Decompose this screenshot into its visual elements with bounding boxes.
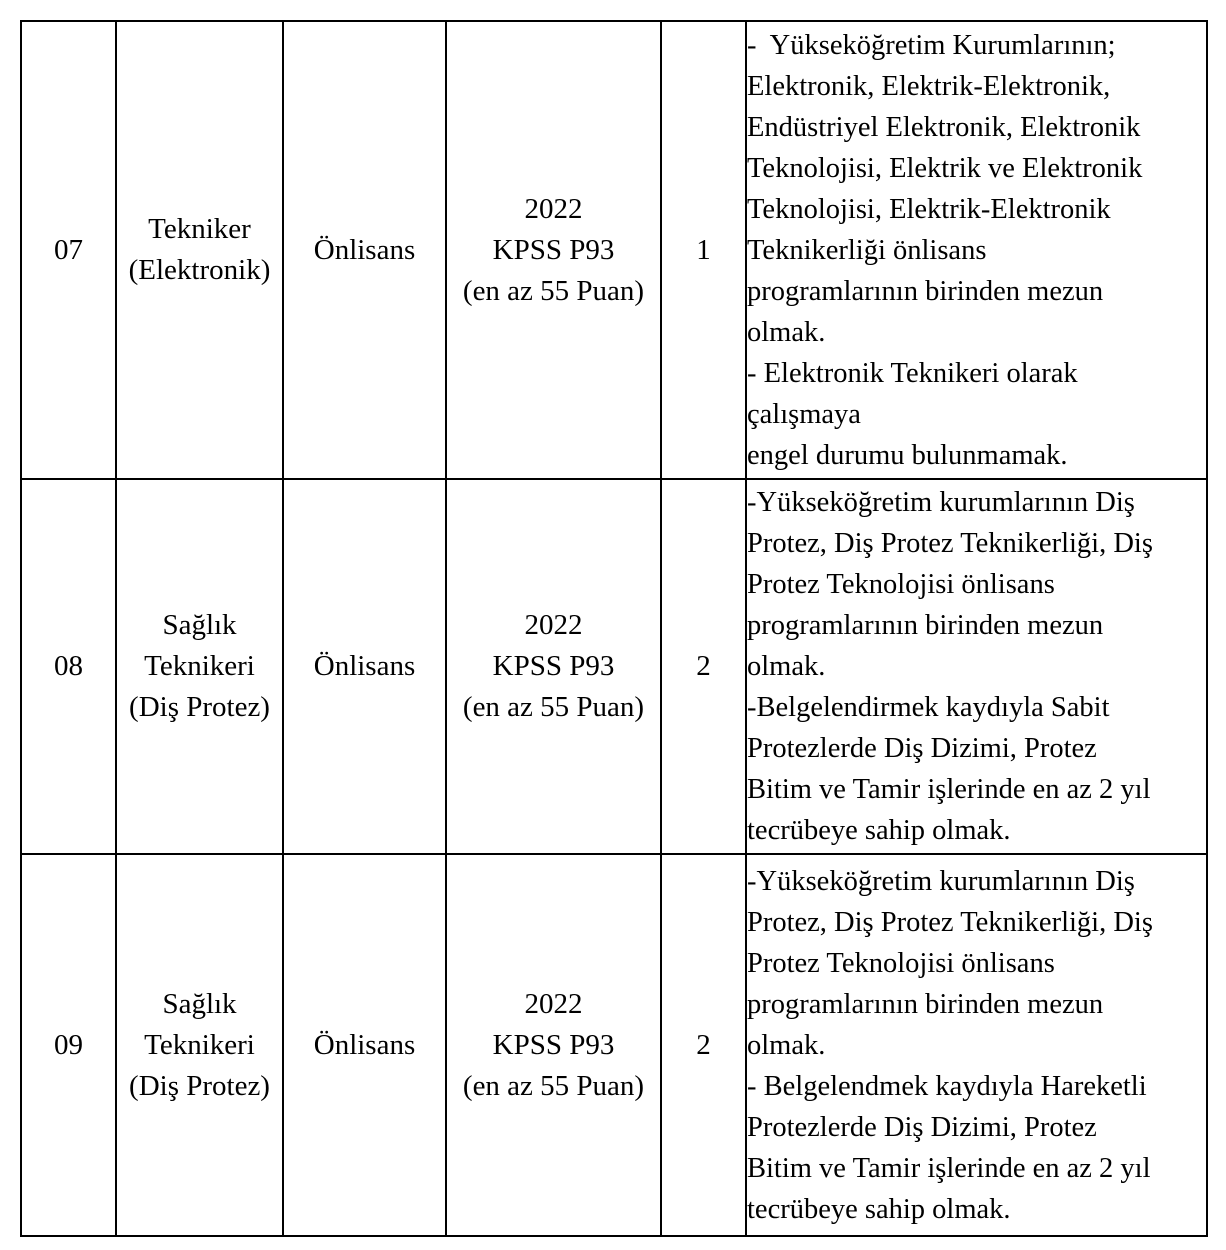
table-row — [21, 479, 1207, 854]
requirement-line: Bitim ve Tamir işlerinde en az 2 yıl — [747, 774, 1151, 805]
requirement-line: programlarının birinden mezun — [747, 610, 1104, 641]
quantity-cell — [661, 854, 746, 1236]
requirement-line: - Elektronik Teknikeri olarak — [747, 357, 1078, 389]
position-title-line-1: Sağlık — [162, 987, 237, 1020]
requirement-line: Teknolojisi, Elektrik-Elektronik — [747, 193, 1111, 225]
kpss-score-cell — [446, 21, 661, 479]
requirement-line: tecrübeye sahip olmak. — [747, 1193, 1011, 1225]
table-row — [21, 854, 1207, 1236]
requirement-line: Protezlerde Diş Dizimi, Protez — [747, 733, 1097, 764]
position-title-line-3: (Diş Protez) — [129, 691, 270, 723]
requirement-line: Teknolojisi, Elektrik ve Elektronik — [747, 152, 1143, 184]
requirement-line: - Yükseköğretim Kurumlarının; — [747, 29, 1116, 61]
requirements-cell — [746, 21, 1207, 479]
requirement-line: engel durumu bulunmamak. — [747, 439, 1068, 471]
kpss-type: KPSS P93 — [492, 233, 615, 266]
requirement-line: - Belgelendmek kaydıyla Hareketli — [747, 1070, 1147, 1102]
quantity-value: 2 — [696, 650, 711, 682]
quantity-value: 1 — [696, 233, 711, 266]
requirement-line: Bitim ve Tamir işlerinde en az 2 yıl — [747, 1152, 1151, 1184]
kpss-type: KPSS P93 — [492, 650, 615, 682]
requirement-line: programlarının birinden mezun — [747, 275, 1104, 307]
quantity-cell — [661, 479, 746, 854]
position-title-line-2: (Elektronik) — [128, 254, 271, 286]
education-level-cell — [283, 479, 446, 854]
requirement-line: Teknikerliği önlisans — [747, 234, 987, 266]
requirement-line: Elektronik, Elektrik-Elektronik, — [747, 70, 1111, 102]
kpss-minimum: (en az 55 Puan) — [462, 274, 645, 307]
requirement-line: Endüstriyel Elektronik, Elektronik — [747, 111, 1141, 143]
position-title-cell — [116, 479, 283, 854]
requirement-line: olmak. — [747, 316, 826, 348]
table-row — [21, 21, 1207, 479]
position-title-line-2: Teknikeri — [144, 650, 255, 682]
requirement-line: Protez Teknolojisi önlisans — [747, 569, 1055, 600]
kpss-year: 2022 — [524, 192, 583, 225]
education-level-cell — [283, 854, 446, 1236]
requirement-line: Protezlerde Diş Dizimi, Protez — [747, 1111, 1097, 1143]
requirements-cell — [746, 854, 1207, 1236]
kpss-type: KPSS P93 — [492, 1028, 615, 1061]
requirement-line: Protez Teknolojisi önlisans — [747, 947, 1055, 979]
education-level-cell — [283, 21, 446, 479]
position-title-cell — [116, 854, 283, 1236]
job-positions-table — [20, 20, 1208, 1237]
education-level: Önlisans — [313, 233, 416, 266]
row-number-cell — [21, 479, 116, 854]
row-number: 07 — [54, 233, 83, 266]
requirement-line: Protez, Diş Protez Teknikerliği, Diş — [747, 528, 1153, 559]
position-title-line-1: Tekniker — [148, 213, 251, 245]
requirement-line: -Belgelendirmek kaydıyla Sabit — [747, 692, 1110, 723]
requirement-line: tecrübeye sahip olmak. — [747, 815, 1011, 846]
position-title-line-2: Teknikeri — [144, 1028, 255, 1061]
position-title-line-3: (Diş Protez) — [129, 1069, 270, 1102]
requirements-cell — [746, 479, 1207, 854]
requirement-line: olmak. — [747, 651, 826, 682]
education-level: Önlisans — [313, 1028, 416, 1061]
education-level: Önlisans — [313, 650, 416, 682]
row-number-cell — [21, 21, 116, 479]
quantity-cell — [661, 21, 746, 479]
row-number: 08 — [54, 650, 83, 682]
kpss-year: 2022 — [524, 987, 583, 1020]
requirement-line: programlarının birinden mezun — [747, 988, 1104, 1020]
requirement-line: çalışmaya — [747, 398, 861, 430]
kpss-score-cell — [446, 854, 661, 1236]
quantity-value: 2 — [696, 1028, 711, 1061]
requirement-line: Protez, Diş Protez Teknikerliği, Diş — [747, 906, 1153, 938]
requirement-line: olmak. — [747, 1029, 826, 1061]
kpss-year: 2022 — [524, 609, 583, 641]
position-title-line-1: Sağlık — [162, 609, 237, 641]
kpss-minimum: (en az 55 Puan) — [462, 1069, 645, 1102]
kpss-minimum: (en az 55 Puan) — [462, 691, 645, 723]
row-number-cell — [21, 854, 116, 1236]
requirement-line: -Yükseköğretim kurumlarının Diş — [747, 487, 1135, 518]
position-title-cell — [116, 21, 283, 479]
row-number: 09 — [54, 1028, 83, 1061]
requirement-line: -Yükseköğretim kurumlarının Diş — [747, 865, 1135, 897]
kpss-score-cell — [446, 479, 661, 854]
